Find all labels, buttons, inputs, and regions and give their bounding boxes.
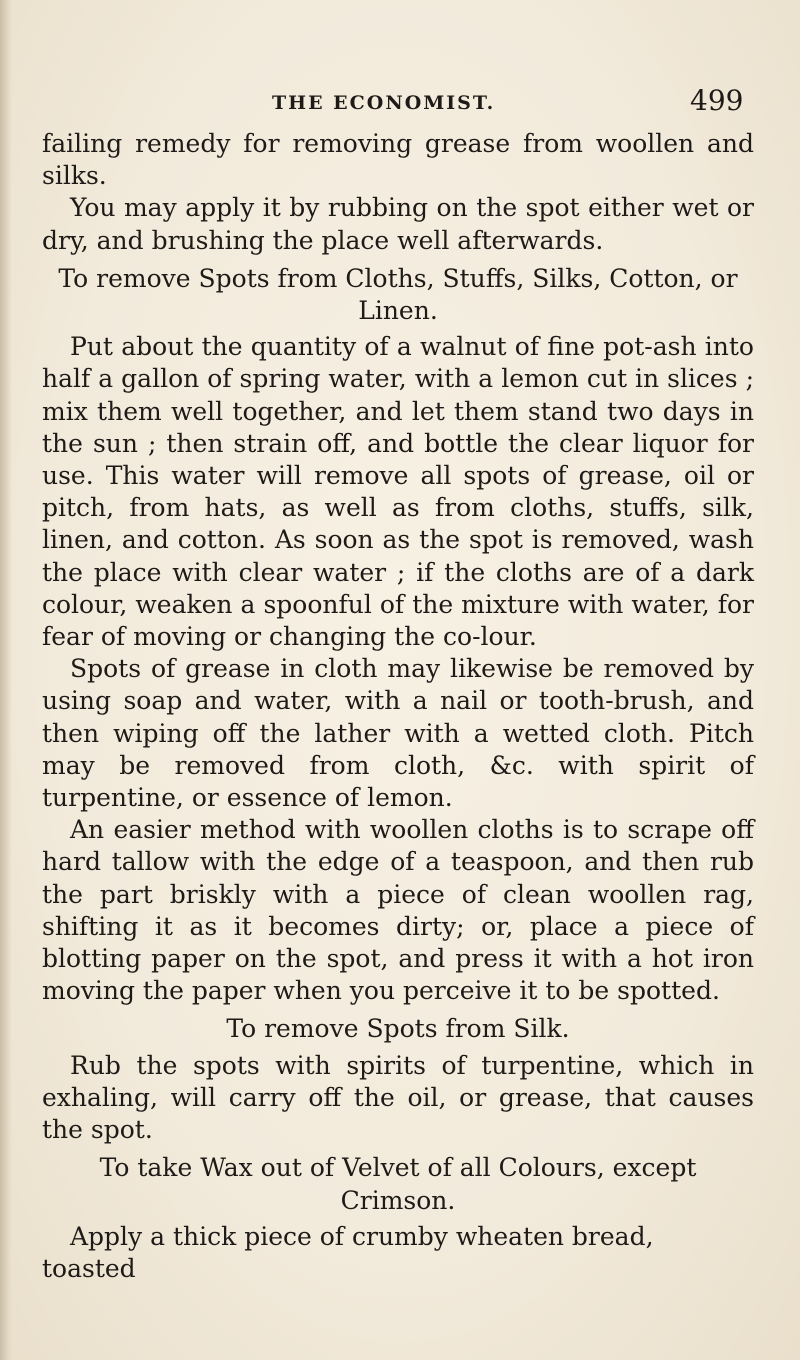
paragraph: Apply a thick piece of crumby wheaten bread, toasted	[42, 1221, 654, 1283]
paragraph: An easier method with woollen cloths is to scrape off hard tallow with the edge of a teaspoon, and then rub the part briskly with a piece of clean woollen rag, shifting it as it becomes dirty; or, place a piece of blotting paper on the spot, and press it with a hot iron moving the paper when you perceive it to be spotted.	[42, 815, 754, 1006]
page-binding-shadow	[0, 0, 12, 1360]
paragraph: Put about the quantity of a walnut of fine pot-ash into half a gallon of spring water, with a lemon cut in slices ; mix them well together, and let them stand two days in the sun ; then strain off, and bottle the clear liquor for use. This water will remove all spots of grease, oil or pitch, from hats, as well as from cloths, stuffs, silk, linen, and cotton. As soon as the spot is removed, wash the place with clear water ; if the cloths are of a dark colour, weaken a spoonful of the mixture with water, for fear of moving or changing the co-lour.	[42, 332, 754, 652]
body-text	[42, 128, 754, 1285]
paragraph: Spots of grease in cloth may likewise be removed by using soap and water, with a nail or tooth-brush, and then wiping off the lather with a wetted cloth. Pitch may be removed from cloth, &c. with spirit of turpentine, or essence of lemon.	[42, 654, 754, 813]
section-heading: To remove Spots from Silk.	[226, 1014, 570, 1044]
running-title: THE ECONOMIST.	[272, 92, 496, 114]
section-heading: To take Wax out of Velvet of all Colours, except Crimson.	[99, 1153, 697, 1215]
paragraph-continuation: failing remedy for removing grease from woollen and silks.	[42, 129, 754, 191]
paragraph: Rub the spots with spirits of turpentine, which in exhaling, will carry off the oil, or grease, that causes the spot.	[42, 1050, 754, 1145]
section-heading: To remove Spots from Cloths, Stuffs, Silks, Cotton, or Linen.	[58, 263, 738, 326]
paragraph: You may apply it by rubbing on the spot either wet or dry, and brushing the place well afterwards.	[42, 193, 754, 255]
page-number: 499	[690, 84, 744, 117]
page-header	[0, 80, 800, 120]
